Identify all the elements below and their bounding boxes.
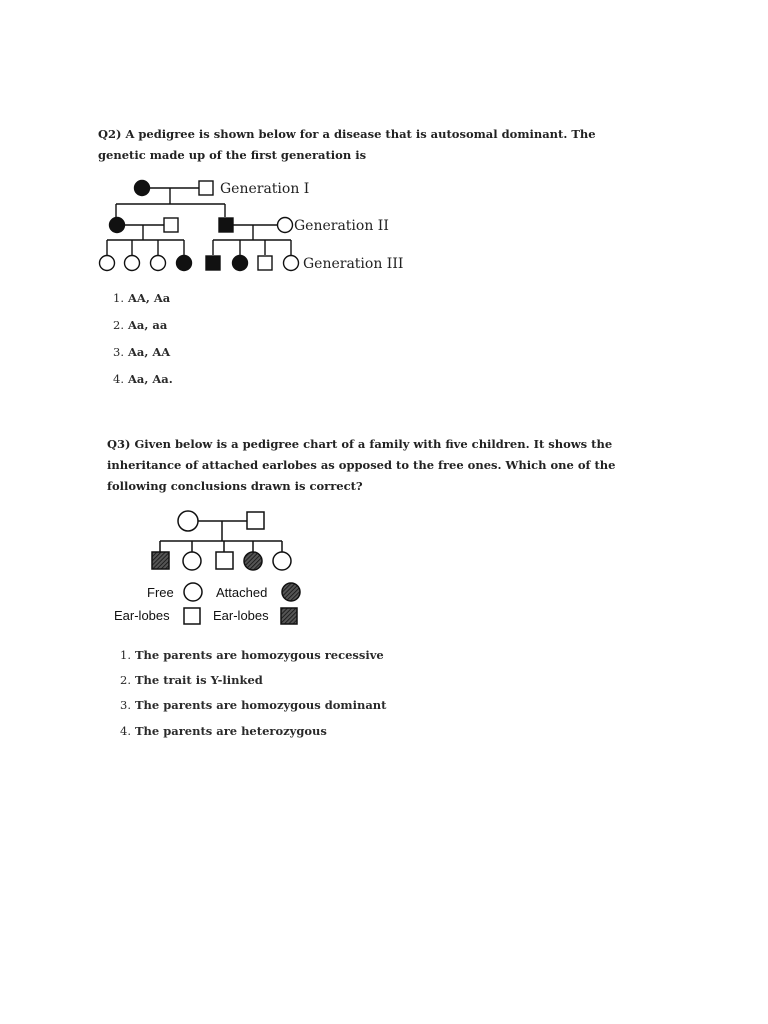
q2-gen2-unaffected-female	[278, 218, 293, 233]
q3-legend-free-label: Free	[147, 585, 174, 600]
q2-generation-1-label: Generation I	[220, 181, 310, 197]
q2-gen1-affected-female	[135, 181, 150, 196]
q3-legend-free-square	[184, 608, 200, 624]
q2-option-1[interactable]	[113, 291, 170, 305]
option-text: The parents are homozygous dominant	[134, 698, 387, 712]
q3-legend-attached-label: Attached	[216, 585, 268, 600]
option-number: 1.	[120, 648, 131, 662]
q2-gen3-affected-female	[233, 256, 248, 271]
q2-generation-3-label: Generation III	[303, 256, 404, 272]
q3-child-free-male	[216, 552, 233, 569]
option-number: 3.	[120, 698, 131, 712]
q3-child-attached-female	[244, 552, 262, 570]
q2-question-line-2: genetic made up of the first generation is	[98, 148, 367, 162]
q3-parent-female	[178, 511, 198, 531]
q2-gen3-affected-female	[177, 256, 192, 271]
option-number: 2.	[120, 673, 131, 687]
option-number: 2.	[113, 318, 124, 332]
q3-child-attached-male	[152, 552, 169, 569]
q2-gen3-unaffected-female	[100, 256, 115, 271]
q2-option-4[interactable]	[113, 372, 173, 386]
q3-question-line-2: inheritance of attached earlobes as opposed to the free ones. Which one of the	[107, 458, 616, 472]
q2-gen1-unaffected-male	[199, 181, 213, 195]
option-text: Aa, Aa.	[127, 372, 173, 386]
q3-option-4[interactable]	[120, 724, 327, 738]
q2-gen3-unaffected-female	[151, 256, 166, 271]
q3-option-1[interactable]	[120, 648, 384, 662]
q2-gen2-unaffected-male	[164, 218, 178, 232]
q2-option-2[interactable]	[113, 318, 167, 332]
q2-gen2-affected-female	[110, 218, 125, 233]
q2-gen3-affected-male	[206, 256, 220, 270]
q2-generation-2-label: Generation II	[294, 218, 389, 234]
q3-option-2[interactable]	[120, 673, 263, 687]
q2-gen2-affected-male	[219, 218, 233, 232]
q3-legend-attached-circle	[282, 583, 300, 601]
option-number: 1.	[113, 291, 124, 305]
q3-child-free-female	[273, 552, 291, 570]
option-text: Aa, AA	[127, 345, 171, 359]
option-text: The parents are heterozygous	[134, 724, 327, 738]
q3-legend-attached-square	[281, 608, 297, 624]
q2-gen3-unaffected-female	[125, 256, 140, 271]
q2-gen3-unaffected-female	[284, 256, 299, 271]
q3-pedigree-diagram	[110, 505, 320, 630]
q2-gen3-unaffected-male	[258, 256, 272, 270]
option-number: 3.	[113, 345, 124, 359]
option-text: AA, Aa	[127, 291, 171, 305]
q3-option-3[interactable]	[120, 698, 386, 712]
q3-legend-attached-earlobes-label: Ear-lobes	[213, 608, 269, 623]
option-text: The trait is Y-linked	[134, 673, 263, 687]
q2-pedigree-diagram	[95, 172, 415, 278]
q3-parent-male	[247, 512, 264, 529]
q3-question-line-3: following conclusions drawn is correct?	[107, 479, 363, 493]
q3-child-free-female	[183, 552, 201, 570]
q2-option-3[interactable]	[113, 345, 170, 359]
option-text: Aa, aa	[127, 318, 168, 332]
option-number: 4.	[120, 724, 131, 738]
q3-question-line-1: Q3) Given below is a pedigree chart of a family with five children. It shows the	[107, 437, 613, 451]
q2-question-line-1: Q2) A pedigree is shown below for a disease that is autosomal dominant. The	[98, 127, 596, 141]
option-number: 4.	[113, 372, 124, 386]
q3-legend-free-earlobes-label: Ear-lobes	[114, 608, 170, 623]
option-text: The parents are homozygous recessive	[134, 648, 384, 662]
q3-legend-free-circle	[184, 583, 202, 601]
